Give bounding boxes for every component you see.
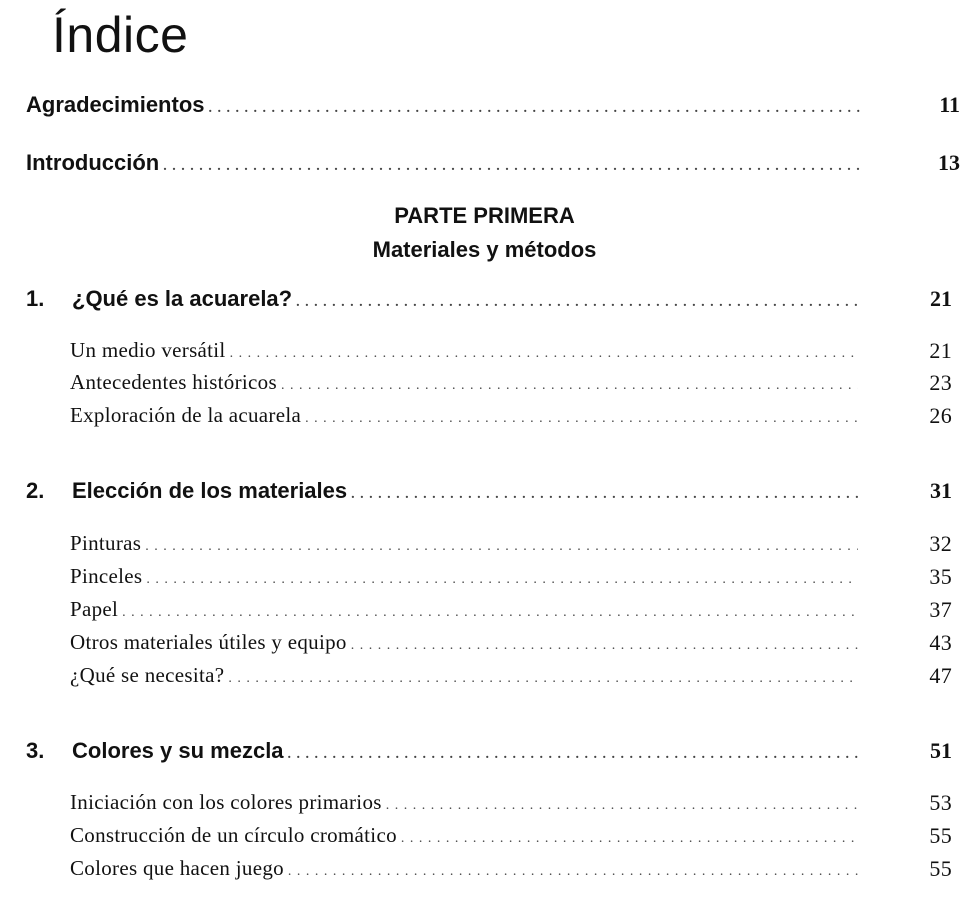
toc-page-number: 47 <box>929 663 952 688</box>
toc-page-number: 13 <box>938 150 960 175</box>
dot-leader <box>209 101 865 117</box>
section-title: Iniciación con los colores primarios <box>70 790 382 814</box>
toc-page-number: 21 <box>930 286 952 311</box>
part-subtitle: Materiales y métodos <box>372 237 597 262</box>
section-entry <box>70 630 952 655</box>
dot-leader <box>281 378 858 394</box>
section-title: Exploración de la acuarela <box>70 403 302 427</box>
toc-page-number: 21 <box>929 338 952 363</box>
section-entry <box>70 370 952 395</box>
chapter-entry <box>26 738 952 764</box>
part-heading: PARTE PRIMERA <box>394 203 575 228</box>
section-title: ¿Qué se necesita? <box>70 663 225 687</box>
dot-leader <box>228 671 858 687</box>
dot-leader <box>163 159 864 175</box>
section-title: Papel <box>70 597 119 621</box>
section-title: Antecedentes históricos <box>70 370 277 394</box>
toc-page-number: 37 <box>929 597 952 622</box>
toc-page-number: 11 <box>939 92 960 117</box>
chapter-entry <box>26 478 952 504</box>
dot-leader <box>288 864 858 880</box>
section-entry <box>70 856 952 881</box>
dot-leader <box>401 831 858 847</box>
section-entry <box>70 790 952 815</box>
toc-page-number: 43 <box>929 630 952 655</box>
section-title: Un medio versátil <box>70 338 226 362</box>
dot-leader <box>296 295 858 311</box>
dot-leader <box>230 346 858 362</box>
dot-leader <box>146 572 858 588</box>
dot-leader <box>122 605 858 621</box>
toc-page-number: 53 <box>929 790 952 815</box>
toc-page-number: 51 <box>930 738 952 763</box>
toc-entry-acknowledgements <box>26 92 960 118</box>
toc-entry-introduction <box>26 150 960 176</box>
page-title: Índice <box>52 7 189 63</box>
section-entry <box>70 564 952 589</box>
section-title: Otros materiales útiles y equipo <box>70 630 347 654</box>
toc-page-number: 26 <box>929 403 952 428</box>
dot-leader <box>305 411 858 427</box>
chapter-title: Elección de los materiales <box>72 478 348 503</box>
toc-page-number: 23 <box>929 370 952 395</box>
toc-page-number: 31 <box>930 478 952 503</box>
dot-leader <box>145 539 858 555</box>
toc-page-number: 35 <box>929 564 952 589</box>
toc-page-number: 32 <box>929 531 952 556</box>
section-entry <box>70 597 952 622</box>
chapter-number: 1. <box>26 286 45 311</box>
toc-page-number: 55 <box>929 856 952 881</box>
section-entry <box>70 823 952 848</box>
section-entry <box>70 338 952 363</box>
chapter-entry <box>26 286 952 312</box>
chapter-title: Colores y su mezcla <box>72 738 284 763</box>
section-title: Pinceles <box>70 564 143 588</box>
dot-leader <box>351 638 858 654</box>
chapter-number: 2. <box>26 478 45 503</box>
chapter-number: 3. <box>26 738 45 763</box>
dot-leader <box>351 487 858 503</box>
dot-leader <box>386 798 858 814</box>
section-title: Pinturas <box>70 531 142 555</box>
toc-entry-label: Introducción <box>26 150 160 175</box>
section-title: Colores que hacen juego <box>70 856 284 880</box>
section-title: Construcción de un círculo cromático <box>70 823 397 847</box>
toc-entry-label: Agradecimientos <box>26 92 205 117</box>
section-entry <box>70 531 952 556</box>
toc-page-number: 55 <box>929 823 952 848</box>
section-entry <box>70 663 952 688</box>
section-entry <box>70 403 952 428</box>
dot-leader <box>288 747 858 763</box>
chapter-title: ¿Qué es la acuarela? <box>72 286 293 311</box>
